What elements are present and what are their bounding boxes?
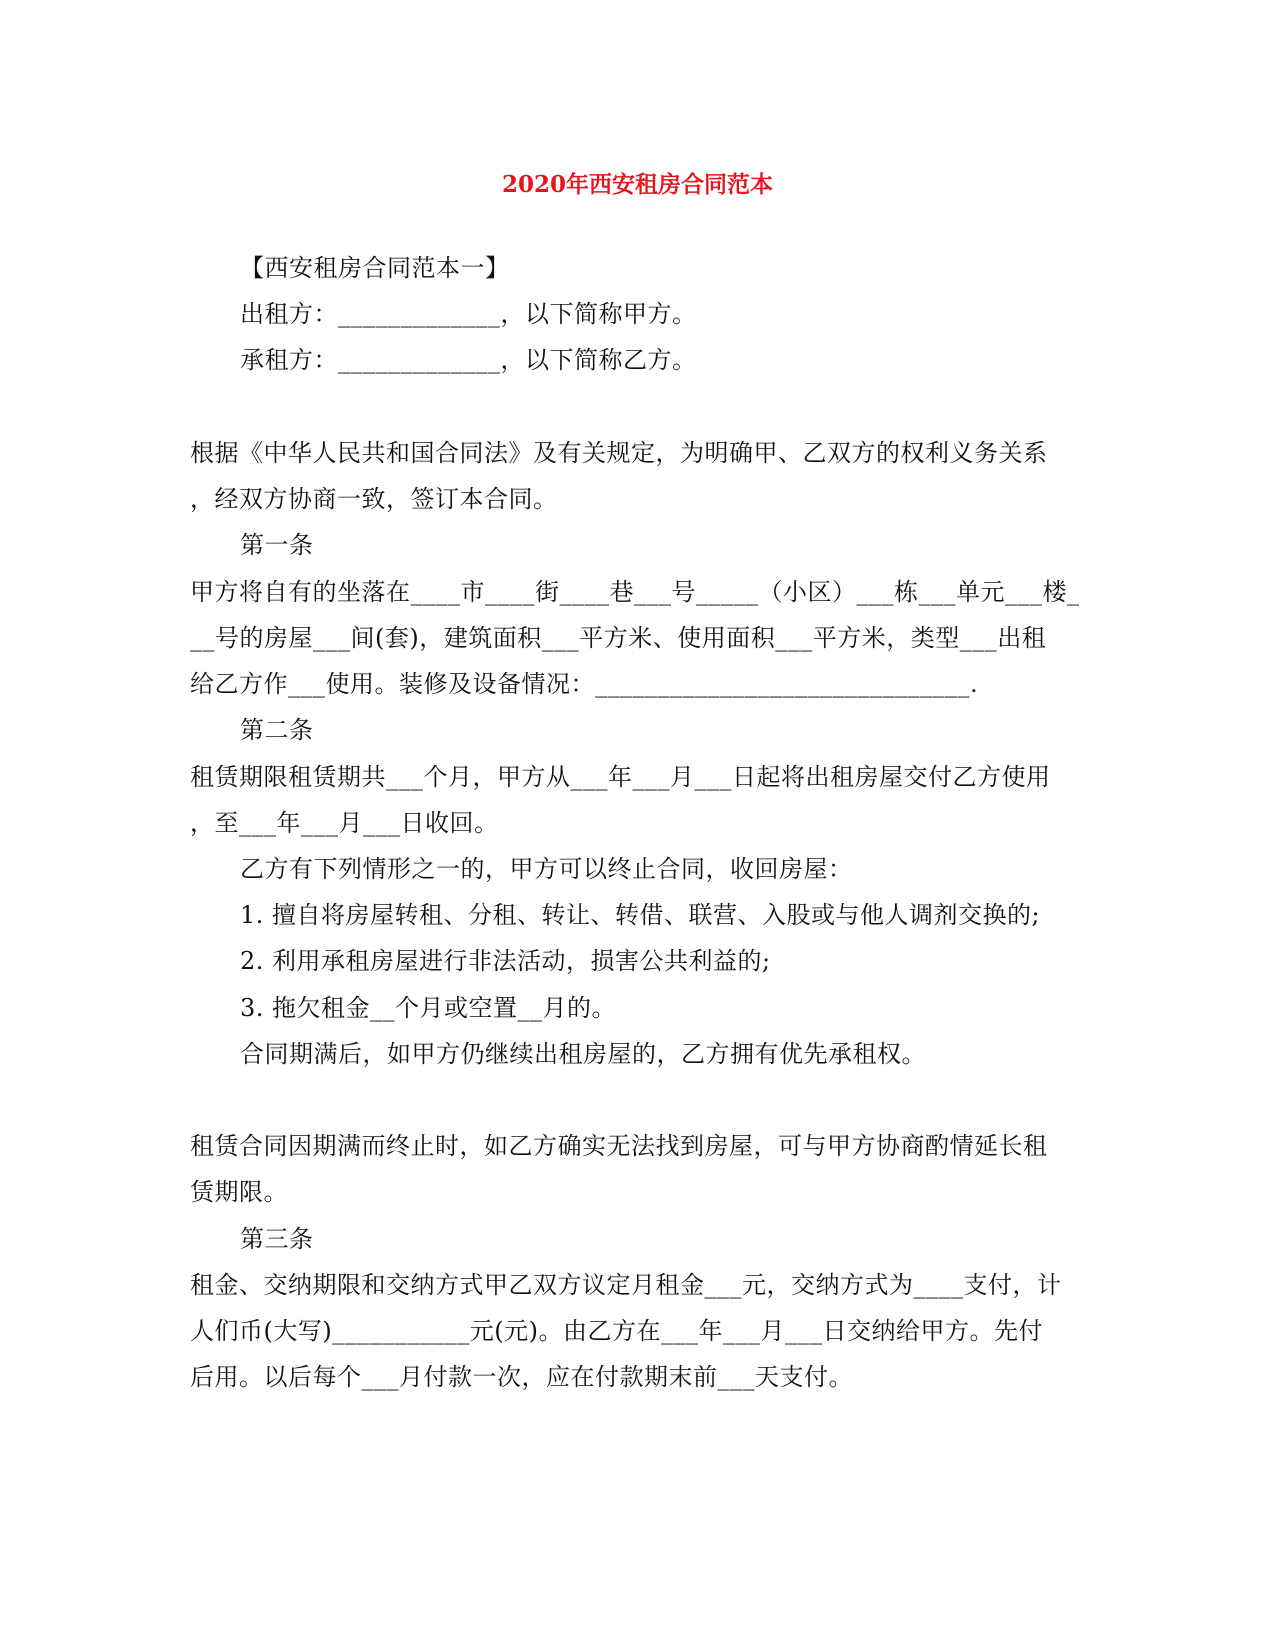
paragraph-line: 根据《中华人民共和国合同法》及有关规定，为明确甲、乙双方的权利义务关系 [190,439,1048,467]
section-heading: 【西安租房合同范本一】 [240,254,510,282]
document-title: 2020年西安租房合同范本 [501,171,773,198]
paragraph-line: 后用。以后每个___月付款一次，应在付款期末前___天支付。 [190,1363,853,1391]
paragraph-line: 租赁合同因期满而终止时，如乙方确实无法找到房屋，可与甲方协商酌情延长租 [190,1132,1048,1160]
article-heading: 第二条 [240,716,314,744]
paragraph-line: 乙方有下列情形之一的，甲方可以终止合同，收回房屋： [240,855,853,883]
article-heading: 第三条 [240,1225,314,1253]
paragraph-line: 给乙方作___使用。装修及设备情况：______________________________. [190,670,979,698]
paragraph-line: __号的房屋___间(套)，建筑面积___平方米、使用面积___平方米，类型___出租 [190,624,1047,652]
paragraph-line: ，经双方协商一致，签订本合同。 [190,485,558,513]
article-heading: 第一条 [240,531,314,559]
paragraph-line: 合同期满后，如甲方仍继续出租房屋的，乙方拥有优先承租权。 [240,1040,926,1068]
paragraph-line: 甲方将自有的坐落在____市____街____巷___号_____（小区）___栋___单元___楼_ [190,578,1080,606]
list-item: 2. 利用承租房屋进行非法活动，损害公共利益的; [240,947,771,975]
paragraph-line: ，至___年___月___日收回。 [190,809,499,837]
paragraph-line: 租赁期限租赁期共___个月，甲方从___年___月___日起将出租房屋交付乙方使用 [190,763,1051,791]
list-item: 1. 擅自将房屋转租、分租、转让、转借、联营、入股或与他人调剂交换的; [240,901,1041,929]
lessor-line: 出租方：_____________，以下简称甲方。 [240,300,697,328]
paragraph-line: 租金、交纳期限和交纳方式甲乙双方议定月租金___元，交纳方式为____支付，计 [190,1271,1062,1299]
paragraph-line: 人们币(大写)___________元(元)。由乙方在___年___月___日交纳给甲方。先付 [190,1317,1043,1345]
list-item: 3. 拖欠租金__个月或空置__月的。 [240,994,617,1022]
paragraph-line: 赁期限。 [190,1178,288,1206]
lessee-line: 承租方：_____________，以下简称乙方。 [240,346,697,374]
